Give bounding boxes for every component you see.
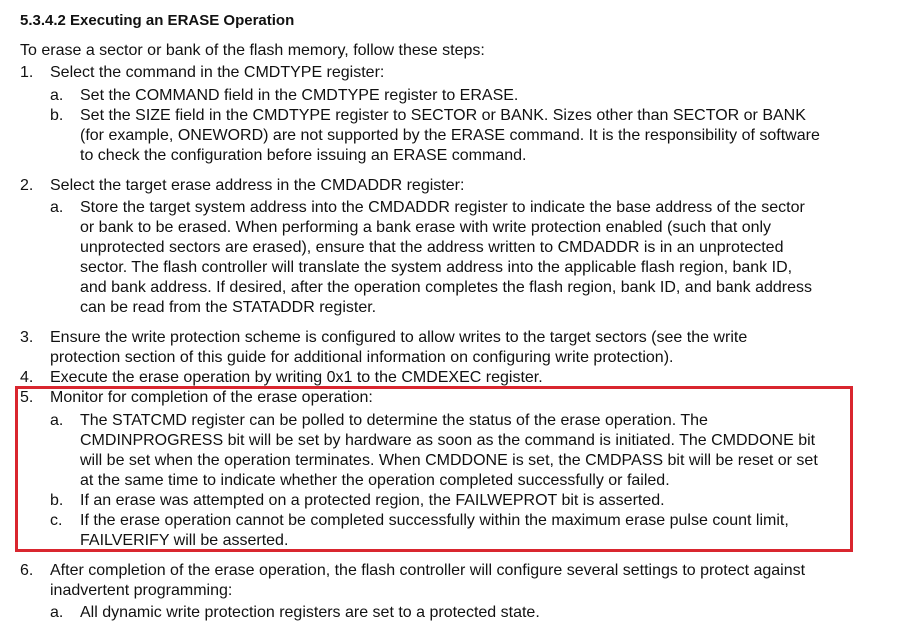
- substep-letter: a.: [50, 412, 64, 429]
- substep-letter: a.: [50, 199, 64, 216]
- substep-letter: b.: [50, 107, 64, 124]
- substep-text: can be read from the STATADDR register.: [80, 299, 377, 316]
- substep-letter: b.: [50, 492, 64, 509]
- substep-text: at the same time to indicate whether the operation completed successfully or failed.: [80, 472, 670, 489]
- substep-text: If the erase operation cannot be completed successfully within the maximum erase pulse count limit,: [80, 512, 789, 529]
- step-number: 2.: [20, 177, 34, 194]
- substep-letter: c.: [50, 512, 63, 529]
- step-number: 4.: [20, 369, 34, 386]
- substep-text: FAILVERIFY will be asserted.: [80, 532, 289, 549]
- step-text: protection section of this guide for additional information on configuring write protection).: [50, 349, 674, 366]
- substep-letter: a.: [50, 87, 64, 104]
- substep-text: The STATCMD register can be polled to determine the status of the erase operation. The: [80, 412, 708, 429]
- substep-text: or bank to be erased. When performing a bank erase with write protection enabled (such that only: [80, 219, 772, 236]
- step-text: Select the command in the CMDTYPE register:: [50, 64, 385, 81]
- substep-text: Store the target system address into the CMDADDR register to indicate the base address of the sector: [80, 199, 805, 216]
- step-text: Ensure the write protection scheme is configured to allow writes to the target sectors (see the write: [50, 329, 748, 346]
- step-text: Select the target erase address in the CMDADDR register:: [50, 177, 465, 194]
- substep-text: unprotected sectors are erased), ensure that the address written to CMDADDR is in an unprotected: [80, 239, 784, 256]
- substep-letter: a.: [50, 604, 64, 621]
- step-number: 3.: [20, 329, 34, 346]
- step-text: Monitor for completion of the erase operation:: [50, 389, 373, 406]
- step-text: After completion of the erase operation, the flash controller will configure several settings to protect against: [50, 562, 806, 579]
- substep-text: to check the configuration before issuing an ERASE command.: [80, 147, 527, 164]
- substep-text: Set the COMMAND field in the CMDTYPE register to ERASE.: [80, 87, 519, 104]
- substep-text: All dynamic write protection registers are set to a protected state.: [80, 604, 540, 621]
- substep-text: sector. The flash controller will translate the system address into the applicable flash region, bank ID,: [80, 259, 793, 276]
- substep-text: will be set when the operation terminates. When CMDDONE is set, the CMDPASS bit will be reset or set: [80, 452, 818, 469]
- substep-text: and bank address. If desired, after the operation completes the flash region, bank ID, and bank address: [80, 279, 813, 296]
- section-heading: 5.3.4.2 Executing an ERASE Operation: [20, 12, 295, 29]
- step-text: Execute the erase operation by writing 0x1 to the CMDEXEC register.: [50, 369, 543, 386]
- step-number: 6.: [20, 562, 34, 579]
- substep-text: (for example, ONEWORD) are not supported by the ERASE command. It is the responsibility of software: [80, 127, 820, 144]
- intro-text: To erase a sector or bank of the flash memory, follow these steps:: [20, 42, 485, 59]
- step-number: 1.: [20, 64, 34, 81]
- substep-text: Set the SIZE field in the CMDTYPE register to SECTOR or BANK. Sizes other than SECTOR or BANK: [80, 107, 806, 124]
- substep-text: If an erase was attempted on a protected region, the FAILWEPROT bit is asserted.: [80, 492, 665, 509]
- step-text: inadvertent programming:: [50, 582, 233, 599]
- substep-text: CMDINPROGRESS bit will be set by hardware as soon as the command is initiated. The CMDDONE bit: [80, 432, 816, 449]
- step-number: 5.: [20, 389, 34, 406]
